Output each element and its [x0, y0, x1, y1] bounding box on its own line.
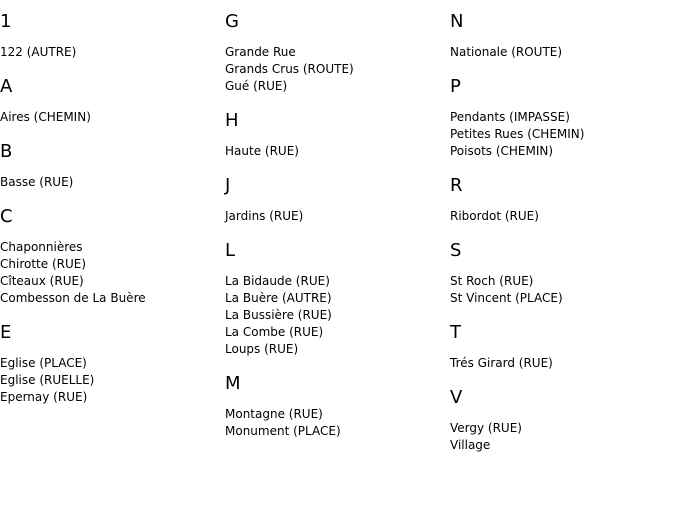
street-link[interactable]: Combesson de La Buère — [0, 291, 146, 305]
street-link[interactable]: Village — [450, 438, 491, 452]
street-link[interactable]: Poisots (CHEMIN) — [450, 144, 554, 158]
letter-group — [0, 10, 220, 61]
letter-heading: M — [225, 373, 241, 394]
letter-heading: C — [0, 206, 13, 227]
letter-heading: E — [0, 322, 12, 343]
street-link[interactable]: Nationale (ROUTE) — [450, 45, 563, 59]
street-link[interactable]: La Buère (AUTRE) — [225, 291, 332, 305]
letter-group — [225, 174, 445, 225]
street-link[interactable]: Cîteaux (RUE) — [0, 274, 84, 288]
street-link[interactable]: Chirotte (RUE) — [0, 257, 87, 271]
letter-group — [450, 174, 670, 225]
letter-group — [0, 75, 220, 126]
letter-group — [225, 10, 445, 95]
letter-group — [0, 140, 220, 191]
street-link[interactable]: Chaponnières — [0, 240, 83, 254]
letter-heading: 1 — [0, 11, 12, 32]
street-link[interactable]: Monument (PLACE) — [225, 424, 341, 438]
street-link[interactable]: La Bidaude (RUE) — [225, 274, 330, 288]
street-link[interactable]: Eglise (RUELLE) — [0, 373, 95, 387]
street-link[interactable]: Petites Rues (CHEMIN) — [450, 127, 585, 141]
street-link[interactable]: Ribordot (RUE) — [450, 209, 539, 223]
street-link[interactable]: Loups (RUE) — [225, 342, 299, 356]
letter-group — [225, 109, 445, 160]
street-link[interactable]: Jardins (RUE) — [225, 209, 304, 223]
letter-heading: H — [225, 110, 239, 131]
letter-heading: A — [0, 76, 13, 97]
letter-heading: J — [225, 175, 231, 196]
letter-heading: B — [0, 141, 13, 162]
letter-group — [0, 321, 220, 406]
street-link[interactable]: Grande Rue — [225, 45, 296, 59]
letter-heading: V — [450, 387, 463, 408]
street-link[interactable]: Haute (RUE) — [225, 144, 299, 158]
letter-group — [450, 239, 670, 307]
street-link[interactable]: Eglise (PLACE) — [0, 356, 87, 370]
street-index-column-3 — [450, 10, 670, 468]
letter-heading: T — [450, 322, 461, 343]
letter-group — [450, 75, 670, 160]
letter-heading: R — [450, 175, 463, 196]
street-index-column-1 — [0, 10, 220, 420]
street-link[interactable]: Vergy (RUE) — [450, 421, 522, 435]
letter-group — [450, 321, 670, 372]
street-link[interactable]: La Combe (RUE) — [225, 325, 324, 339]
street-link[interactable]: Pendants (IMPASSE) — [450, 110, 570, 124]
letter-heading: S — [450, 240, 462, 261]
letter-heading: N — [450, 11, 464, 32]
letter-group — [225, 239, 445, 358]
letter-group — [450, 386, 670, 454]
letter-group — [225, 372, 445, 440]
letter-heading: P — [450, 76, 461, 97]
letter-heading: G — [225, 11, 239, 32]
street-link[interactable]: Aires (CHEMIN) — [0, 110, 91, 124]
street-link[interactable]: Grands Crus (ROUTE) — [225, 62, 354, 76]
street-index-column-2 — [225, 10, 445, 454]
street-link[interactable]: 122 (AUTRE) — [0, 45, 77, 59]
street-link[interactable]: La Bussière (RUE) — [225, 308, 332, 322]
letter-group — [0, 205, 220, 307]
letter-heading: L — [225, 240, 236, 261]
street-link[interactable]: Gué (RUE) — [225, 79, 288, 93]
street-link[interactable]: Epernay (RUE) — [0, 390, 88, 404]
street-link[interactable]: St Vincent (PLACE) — [450, 291, 563, 305]
letter-group — [450, 10, 670, 61]
street-link[interactable]: Montagne (RUE) — [225, 407, 323, 421]
street-link[interactable]: Basse (RUE) — [0, 175, 74, 189]
street-link[interactable]: Trés Girard (RUE) — [450, 356, 553, 370]
street-link[interactable]: St Roch (RUE) — [450, 274, 534, 288]
